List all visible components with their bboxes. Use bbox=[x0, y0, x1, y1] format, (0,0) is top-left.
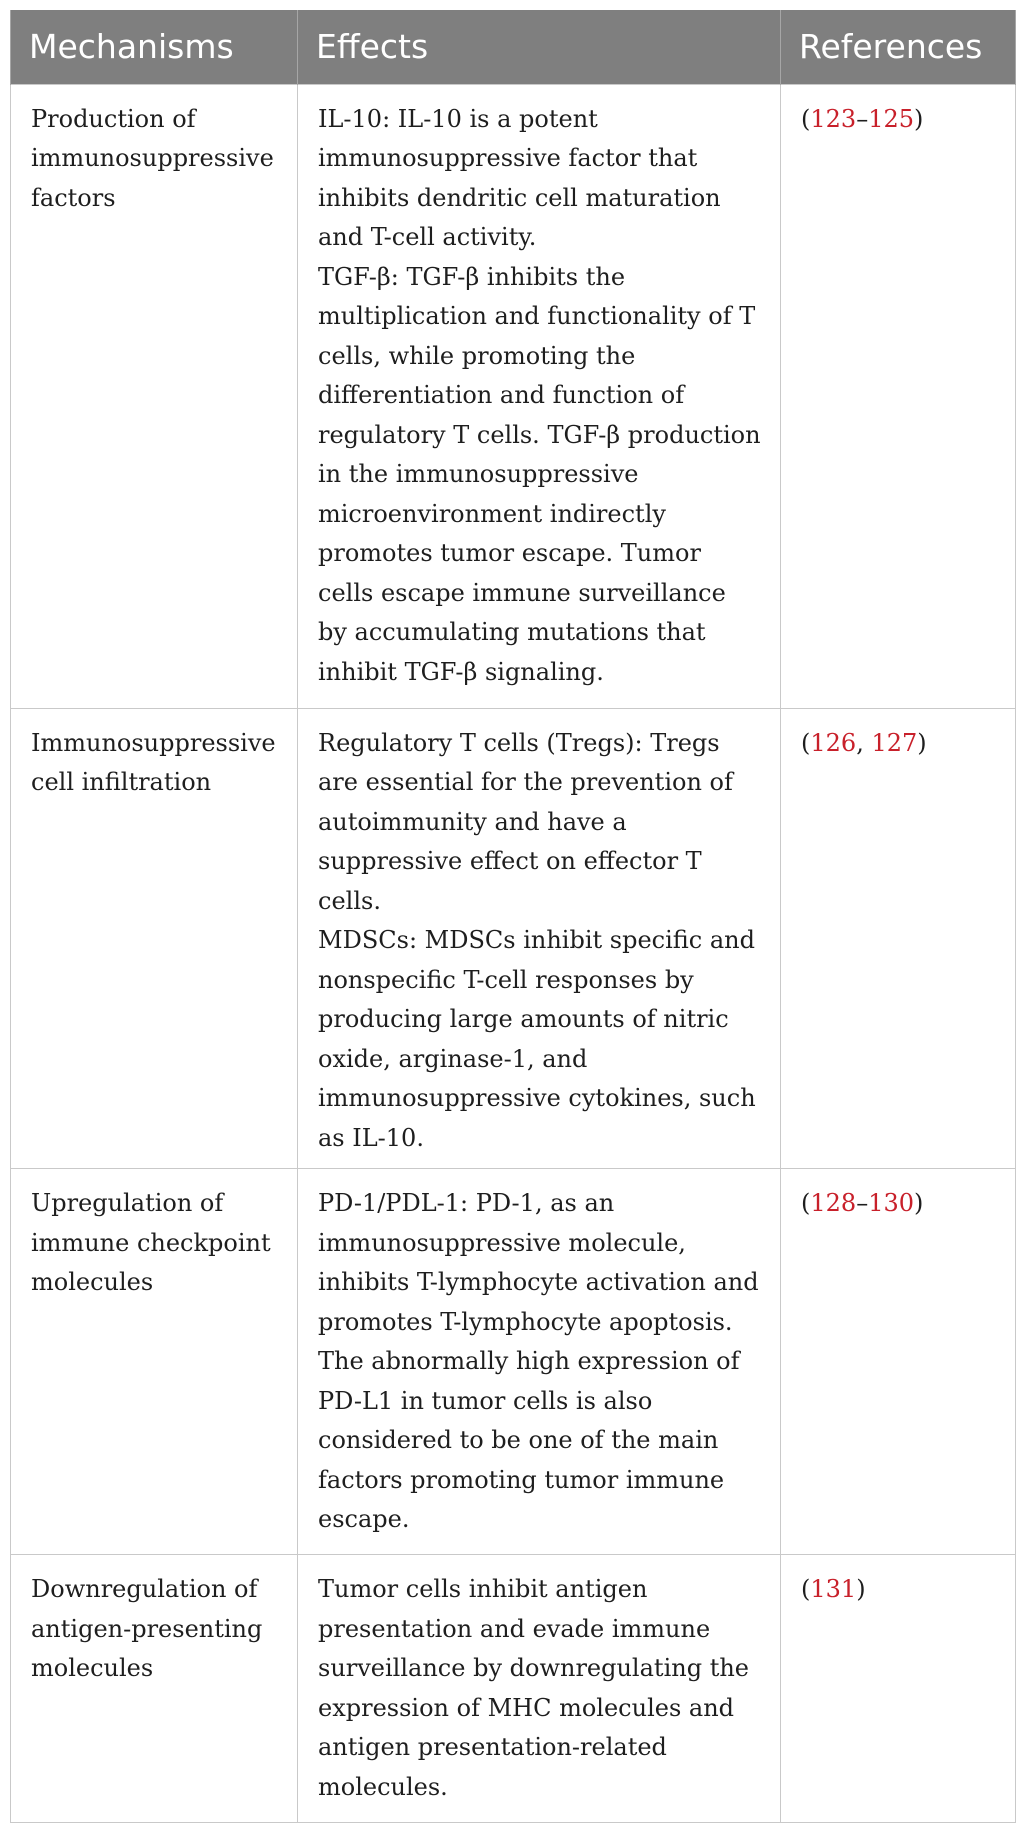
effects-paragraph: TGF-β: TGF-β inhibits the multiplication and functionality of T cells, while promoting the differentiation and function of regulatory T cells. TGF-β production in the immunosuppressive microenvironment indirectly promotes tumor escape. Tumor cells escape immune surveillance by accumulating mutations that inhibit TGF-β signaling. bbox=[318, 262, 761, 686]
table-header bbox=[11, 10, 1016, 84]
header-effects: Effects bbox=[298, 10, 781, 84]
ref-paren-close: ) bbox=[914, 104, 924, 133]
table-row bbox=[11, 1169, 1016, 1555]
ref-paren-open: ( bbox=[801, 1575, 811, 1603]
table-row bbox=[11, 84, 1016, 708]
effects-cell bbox=[298, 708, 781, 1169]
effects-cell bbox=[298, 1169, 781, 1555]
table-body bbox=[11, 84, 1016, 1823]
effects-paragraph: PD-1/PDL-1: PD-1, as an immunosuppressive molecule, inhibits T-lymphocyte activation and promotes T-lymphocyte apoptosis. The abnormally high expression of PD-L1 in tumor cells is also considered to be one of the main factors promoting tumor immune escape. bbox=[318, 1189, 759, 1533]
effects-paragraph: IL-10: IL-10 is a potent immunosuppressive factor that inhibits dendritic cell maturation and T-cell activity. bbox=[318, 104, 721, 251]
mechanism-cell: Production of immunosuppressive factors bbox=[11, 84, 298, 708]
ref-separator: , bbox=[856, 728, 872, 757]
ref-paren-open: ( bbox=[801, 728, 811, 757]
mechanisms-table bbox=[10, 10, 1016, 1823]
ref-paren-open: ( bbox=[801, 1189, 811, 1217]
references-cell bbox=[781, 1555, 1016, 1823]
reference-link-126[interactable]: 126 bbox=[810, 728, 857, 757]
effects-paragraph: Regulatory T cells (Tregs): Tregs are essential for the prevention of autoimmunity and have a suppressive effect on effector T cells. bbox=[318, 728, 733, 915]
reference-link-125[interactable]: 125 bbox=[868, 104, 914, 133]
effects-paragraph: MDSCs: MDSCs inhibit specific and nonspecific T-cell responses by producing large amounts of nitric oxide, arginase-1, and immunosuppressive cytokines, such as IL-10. bbox=[318, 926, 756, 1152]
ref-paren-close: ) bbox=[914, 1189, 924, 1217]
ref-separator: – bbox=[856, 104, 869, 133]
ref-paren-open: ( bbox=[801, 104, 811, 133]
reference-link-127[interactable]: 127 bbox=[871, 728, 918, 757]
header-mechanisms: Mechanisms bbox=[11, 10, 298, 84]
mechanism-cell: Immunosuppressive cell infiltration bbox=[11, 708, 298, 1169]
mechanism-cell: Downregulation of antigen-presenting molecules bbox=[11, 1555, 298, 1823]
ref-paren-close: ) bbox=[917, 728, 927, 757]
effects-paragraph: Tumor cells inhibit antigen presentation and evade immune surveillance by downregulating the expression of MHC molecules and antigen presentation-related molecules. bbox=[318, 1575, 749, 1801]
mechanisms-table-container bbox=[10, 10, 1015, 1823]
table-row bbox=[11, 1555, 1016, 1823]
references-cell bbox=[781, 1169, 1016, 1555]
ref-paren-close: ) bbox=[856, 1575, 866, 1603]
ref-separator: – bbox=[856, 1189, 869, 1217]
references-cell bbox=[781, 708, 1016, 1169]
reference-link-130[interactable]: 130 bbox=[868, 1189, 914, 1217]
header-references: References bbox=[781, 10, 1016, 84]
effects-cell bbox=[298, 1555, 781, 1823]
effects-cell bbox=[298, 84, 781, 708]
references-cell bbox=[781, 84, 1016, 708]
reference-link-128[interactable]: 128 bbox=[810, 1189, 857, 1217]
mechanism-cell: Upregulation of immune checkpoint molecules bbox=[11, 1169, 298, 1555]
reference-link-131[interactable]: 131 bbox=[810, 1575, 857, 1603]
header-row bbox=[11, 10, 1016, 84]
reference-link-123[interactable]: 123 bbox=[810, 104, 857, 133]
table-row bbox=[11, 708, 1016, 1169]
